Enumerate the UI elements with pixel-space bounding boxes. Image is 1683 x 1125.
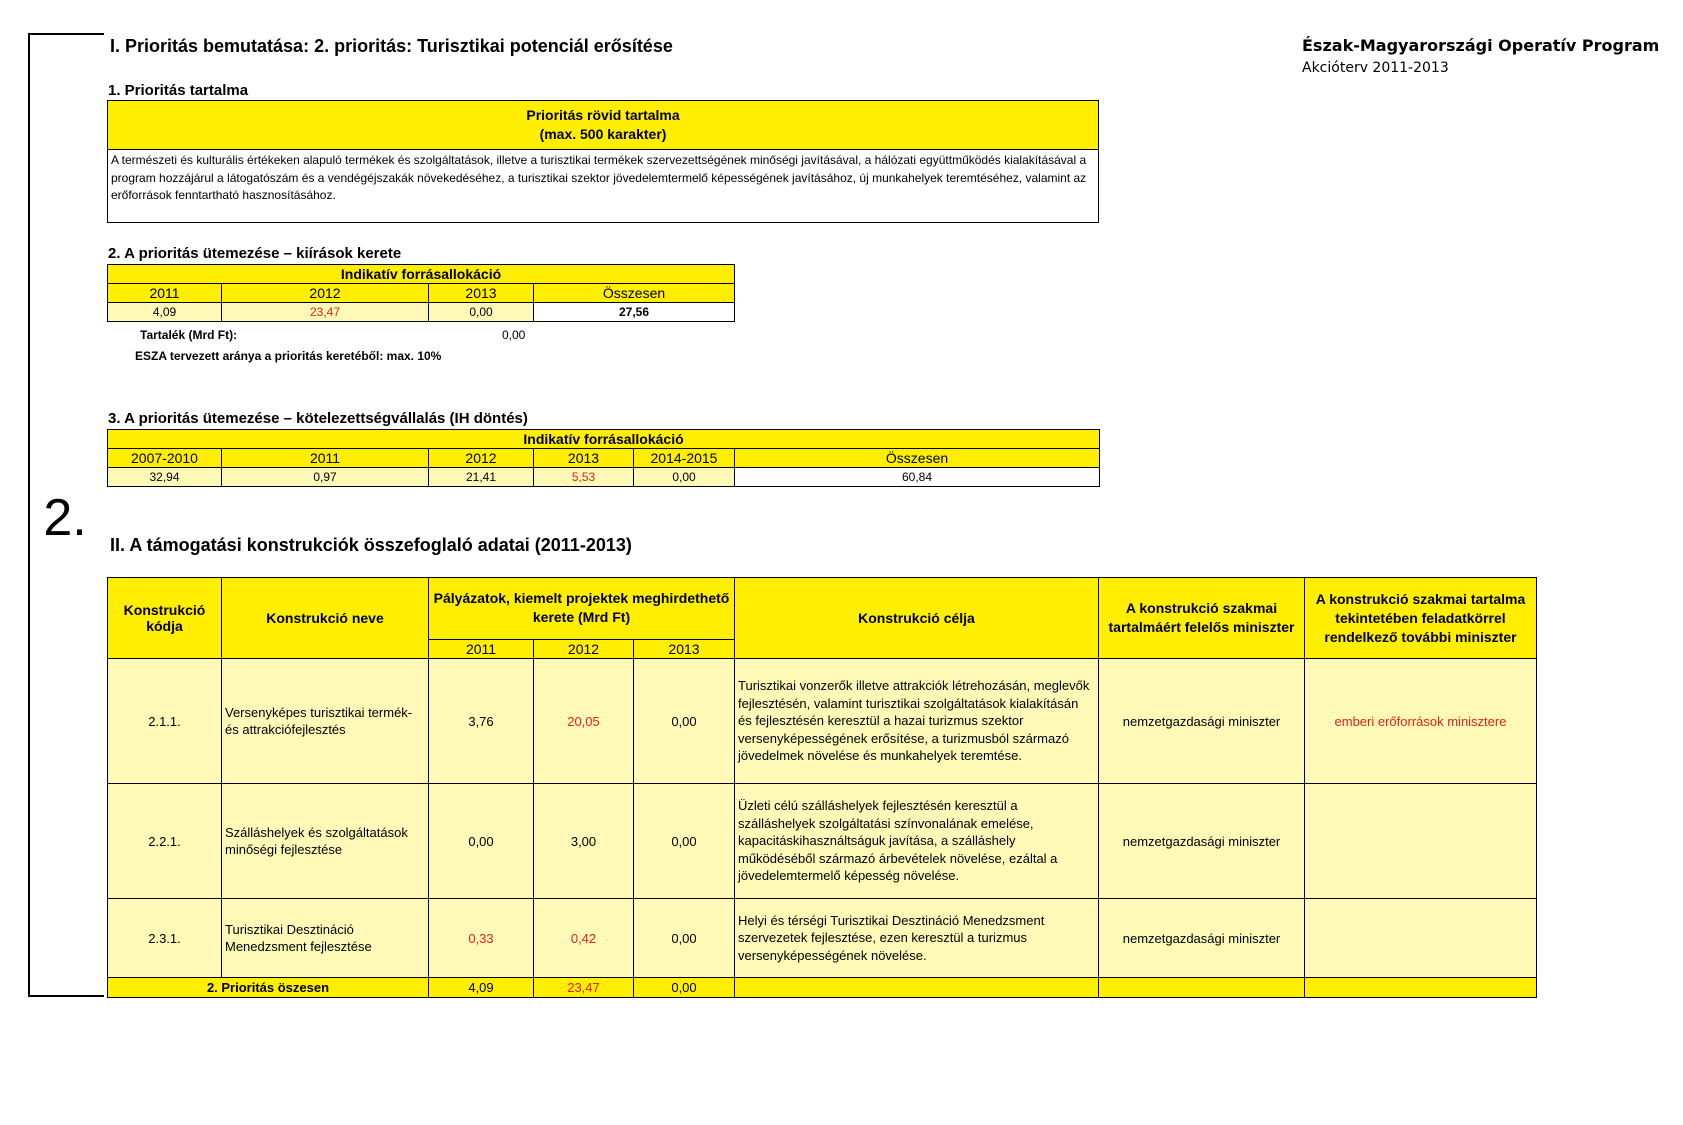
priority-box-title: Prioritás rövid tartalma (526, 107, 680, 123)
alloc1-header: 2011 (108, 284, 222, 303)
section2-title: 2. A prioritás ütemezése – kiírások kerete (108, 245, 402, 262)
alloc2-total: 60,84 (735, 468, 1100, 487)
col-year-header: 2012 (534, 639, 634, 658)
row-code: 2.2.1. (108, 784, 222, 899)
alloc1-value: 0,00 (429, 303, 534, 322)
row-other-minister: emberi erőforrások minisztere (1305, 659, 1537, 784)
row-2011: 3,76 (429, 659, 534, 784)
alloc2-value: 0,00 (634, 468, 735, 487)
row-code: 2.1.1. (108, 659, 222, 784)
row-2013: 0,00 (634, 659, 735, 784)
section-ii-title: II. A támogatási konstrukciók összefoglaló adatai (2011-2013) (110, 535, 632, 555)
alloc1-header: 2013 (429, 284, 534, 303)
alloc1-title: Indikatív forrásallokáció (108, 265, 735, 284)
row-name: Turisztikai Desztináció Menedzsment fejlesztése (222, 899, 429, 978)
row-name: Szálláshelyek és szolgáltatások minőségi fejlesztése (222, 784, 429, 899)
row-2012: 3,00 (534, 784, 634, 899)
priority-box-limit: (max. 500 karakter) (539, 126, 667, 142)
row-2011: 0,00 (429, 784, 534, 899)
col-year-header: 2013 (634, 639, 735, 658)
col-minister-header: A konstrukció szakmai tartalmáért felelős miniszter (1099, 578, 1305, 659)
col-frame-header: Pályázatok, kiemelt projektek meghirdethető kerete (Mrd Ft) (429, 578, 735, 640)
total-empty (1305, 978, 1537, 998)
row-minister: nemzetgazdasági miniszter (1099, 899, 1305, 978)
row-2013: 0,00 (634, 899, 735, 978)
allocation-table-1 (107, 264, 735, 322)
alloc2-value: 32,94 (108, 468, 222, 487)
alloc2-header: 2012 (429, 449, 534, 468)
reserve-value: 0,00 (502, 328, 526, 342)
row-other-minister (1305, 899, 1537, 978)
col-name-header: Konstrukció neve (222, 578, 429, 659)
alloc2-value: 5,53 (534, 468, 634, 487)
total-label: 2. Prioritás öszesen (108, 978, 429, 998)
alloc2-header: 2007-2010 (108, 449, 222, 468)
table-row (108, 659, 1537, 784)
col-other-minister-header: A konstrukció szakmai tartalma tekintetében feladatkörrel rendelkező további miniszter (1305, 578, 1537, 659)
row-name: Versenyképes turisztikai termék- és attrakciófejlesztés (222, 659, 429, 784)
constructions-table (107, 577, 1537, 998)
alloc1-header: 2012 (222, 284, 429, 303)
alloc2-header: 2013 (534, 449, 634, 468)
row-2011: 0,33 (429, 899, 534, 978)
alloc1-value: 4,09 (108, 303, 222, 322)
alloc2-value: 21,41 (429, 468, 534, 487)
row-minister: nemzetgazdasági miniszter (1099, 784, 1305, 899)
row-minister: nemzetgazdasági miniszter (1099, 659, 1305, 784)
row-2012: 0,42 (534, 899, 634, 978)
row-2013: 0,00 (634, 784, 735, 899)
section1-title: 1. Prioritás tartalma (108, 82, 249, 99)
section3-title: 3. A prioritás ütemezése – kötelezettségvállalás (IH döntés) (108, 410, 528, 427)
alloc1-header: Összesen (534, 284, 735, 303)
alloc2-header: 2011 (222, 449, 429, 468)
total-empty (735, 978, 1099, 998)
row-code: 2.3.1. (108, 899, 222, 978)
allocation-table-2 (107, 429, 1100, 487)
alloc2-header: Összesen (735, 449, 1100, 468)
alloc2-header: 2014-2015 (634, 449, 735, 468)
row-goal: Turisztikai vonzerők illetve attrakciók létrehozásán, meglevők fejlesztésén, valamint turisztikai szolgáltatások kialakításán és fejlesztésén keresztül a hazai turizmus szektor versenyképességének erősítése, a turizmusból származó jövedelmek növelése és munkahelyek teremtése. (735, 659, 1099, 784)
alloc1-total: 27,56 (534, 303, 735, 322)
row-goal: Helyi és térségi Turisztikai Desztináció Menedzsment szervezetek fejlesztése, ezen keresztül a turizmus versenyképességének növelése. (735, 899, 1099, 978)
col-code-header: Konstrukció kódja (108, 578, 222, 659)
page-title: I. Prioritás bemutatása: 2. prioritás: Turisztikai potenciál erősítése (110, 36, 673, 56)
total-2013: 0,00 (634, 978, 735, 998)
col-goal-header: Konstrukció célja (735, 578, 1099, 659)
total-empty (1099, 978, 1305, 998)
col-year-header: 2011 (429, 639, 534, 658)
total-row (108, 978, 1537, 998)
row-other-minister (1305, 784, 1537, 899)
table-row (108, 784, 1537, 899)
total-2012: 23,47 (534, 978, 634, 998)
alloc2-value: 0,97 (222, 468, 429, 487)
row-goal: Üzleti célú szálláshelyek fejlesztésén keresztül a szálláshelyek szolgáltatási színvonalának emelése, kapacitáskihasználtságuk javítása, a szálláshely működéséből származó árbevételek növelése, ezáltal a jövedelemtermelő képesség növelése. (735, 784, 1099, 899)
priority-description: A természeti és kulturális értékeken alapuló termékek és szolgáltatások, illetve a turisztikai termékek szervezettségének minőségi javításával, a hálózati együttműködés kialakításával a program hozzájárul a látogatószám és a vendégéjszakák növekedéséhez, a turisztikai szektor jövedelemtermelő képességének javításához, új munkahelyek teremtéséhez, valamint az erőforrások fenntartható hasznosításához. (108, 150, 1099, 223)
total-2011: 4,09 (429, 978, 534, 998)
program-subtitle: Akcióterv 2011-2013 (1302, 60, 1449, 76)
reserve-label: Tartalék (Mrd Ft): (140, 328, 238, 342)
alloc1-value: 23,47 (222, 303, 429, 322)
esza-note: ESZA tervezett aránya a prioritás keretéből: max. 10% (135, 349, 442, 363)
program-name: Észak-Magyarországi Operatív Program (1302, 36, 1660, 55)
row-2012: 20,05 (534, 659, 634, 784)
table-row (108, 899, 1537, 978)
side-number: 2. (43, 489, 87, 547)
priority-content-box (107, 100, 1099, 223)
alloc2-title: Indikatív forrásallokáció (108, 430, 1100, 449)
priority-box-header (108, 101, 1099, 150)
